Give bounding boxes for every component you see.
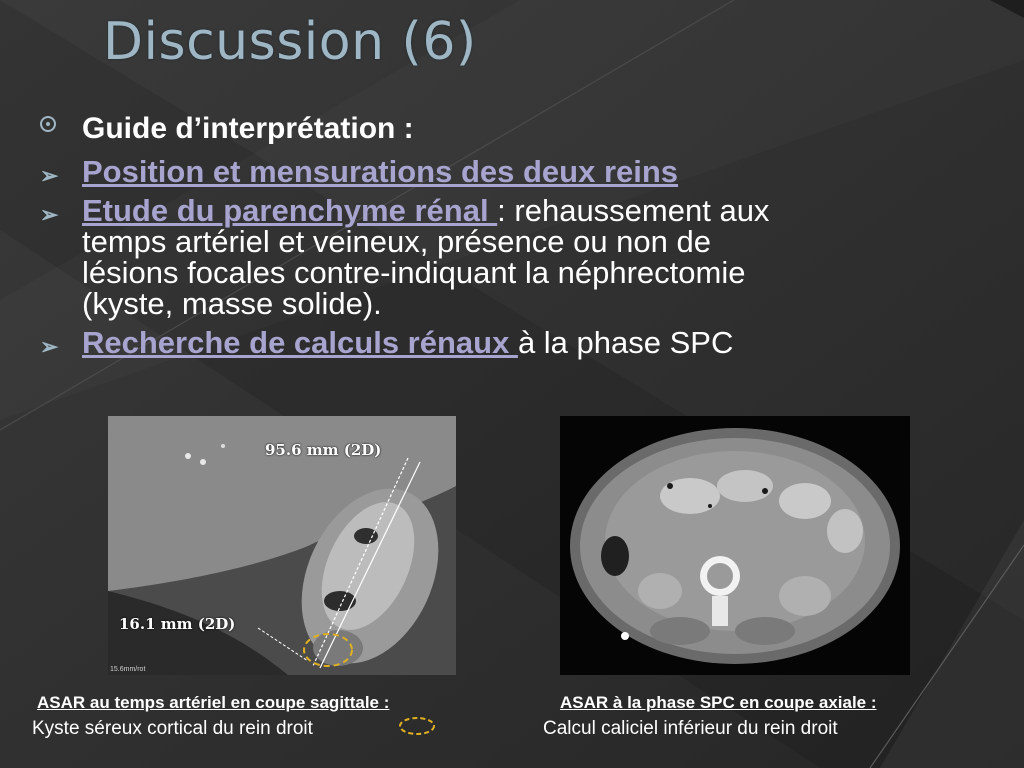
bullet-item-position (40, 156, 1000, 187)
bullet-list (40, 110, 1000, 358)
arrow-bullet-icon: ➢ (40, 163, 59, 188)
heading-text: Guide d’interprétation : (82, 112, 414, 145)
circle-bullet-icon (40, 116, 56, 132)
link-parenchyme[interactable]: Etude du parenchyme rénal (82, 193, 498, 228)
slide-title: Discussion (6) (103, 12, 477, 72)
parenchyme-text-1: : rehaussement aux (497, 193, 770, 228)
ct-axial-image (560, 416, 910, 675)
bullet-item-calculs (40, 327, 1000, 358)
calculs-text: à la phase SPC (517, 325, 734, 360)
ct-sagittal-image (108, 416, 456, 675)
subcaption-left: Kyste séreux cortical du rein droit (32, 718, 313, 739)
caption-right: ASAR à la phase SPC en coupe axiale : (560, 693, 877, 712)
measurement-label-length: 95.6 mm (2D) (265, 441, 382, 459)
image-corner-text: 15.6mm/rot (110, 666, 146, 673)
bullet-item-parenchyme (40, 195, 1000, 319)
link-position[interactable]: Position et mensurations des deux reins (82, 154, 679, 189)
parenchyme-text-4: (kyste, masse solide). (82, 286, 382, 321)
subcaption-right: Calcul caliciel inférieur du rein droit (543, 718, 838, 739)
dashed-ellipse-icon (398, 716, 436, 736)
arrow-bullet-icon: ➢ (40, 202, 59, 227)
bullet-heading (40, 110, 1000, 148)
link-calculs[interactable]: Recherche de calculs rénaux (82, 325, 518, 360)
parenchyme-text-2: temps artériel et veineux, présence ou non de (82, 224, 711, 259)
arrow-bullet-icon: ➢ (40, 334, 59, 359)
parenchyme-text-3: lésions focales contre-indiquant la néphrectomie (82, 255, 746, 290)
caption-left: ASAR au temps artériel en coupe sagittale : (37, 693, 390, 712)
ct-axial-drawing (560, 416, 910, 675)
measurement-label-cyst: 16.1 mm (2D) (119, 615, 236, 633)
